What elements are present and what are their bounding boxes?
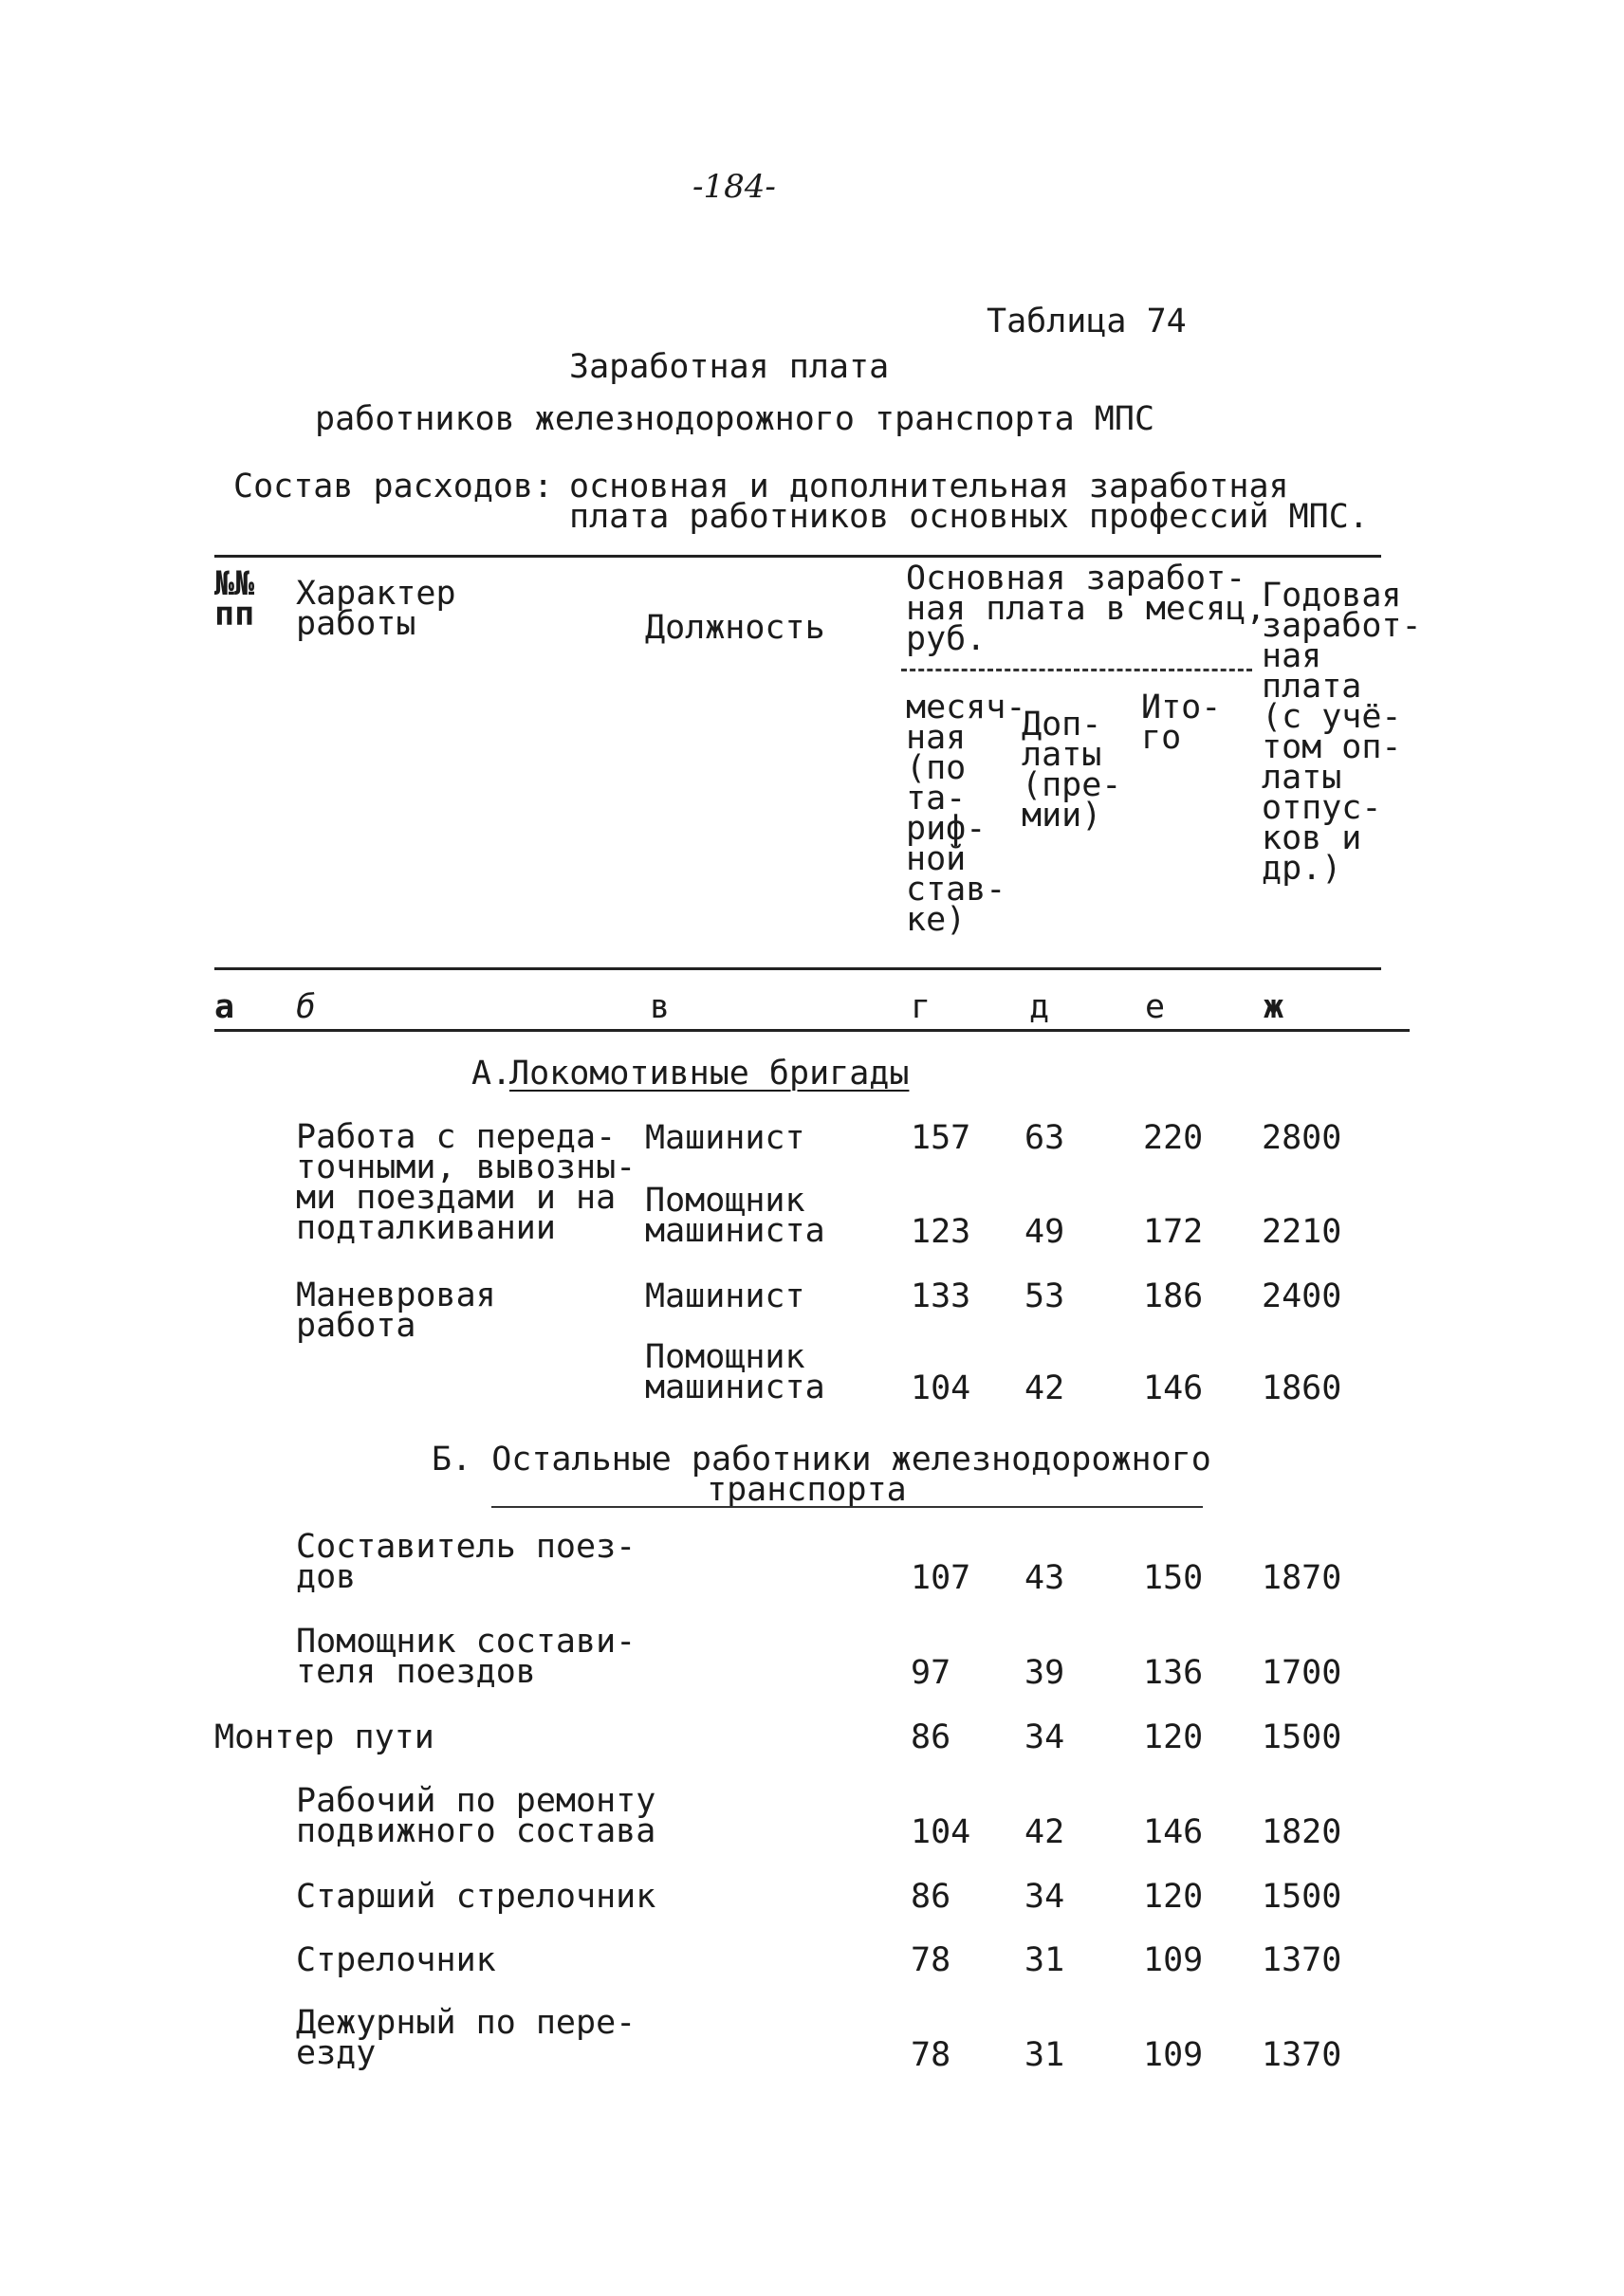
row-b6-monthly: 78 bbox=[911, 1941, 951, 1979]
section-b-title-line1: Б. Остальные работники железнодорожного bbox=[432, 1441, 1211, 1479]
header-sub-rule bbox=[901, 669, 1252, 671]
row-b4-bonus: 42 bbox=[1024, 1813, 1065, 1851]
row-a1-bonus: 63 bbox=[1024, 1119, 1065, 1157]
letter-zh: ж bbox=[1264, 988, 1284, 1026]
section-a-title: Локомотивные бригады bbox=[509, 1055, 910, 1093]
header-position: Должность bbox=[645, 609, 825, 647]
row-b7-annual: 1370 bbox=[1262, 2036, 1342, 2074]
row-b1-monthly: 107 bbox=[911, 1559, 971, 1597]
row-a1-monthly: 157 bbox=[911, 1119, 971, 1157]
row-b3-bonus: 34 bbox=[1024, 1718, 1065, 1756]
row-b2-monthly: 97 bbox=[911, 1654, 951, 1692]
header-monthly: месяч- ная (по та- риф- ной став- ке) bbox=[906, 689, 1026, 939]
header-annual: Годовая заработ- ная плата (с учё- том оп- латы отпус- ков и др.) bbox=[1262, 577, 1422, 888]
row-b5-work: Старший стрелочник bbox=[296, 1878, 656, 1916]
row-a1-work: Работа с переда- точными, вывозны- ми поездами и на подталкивании bbox=[296, 1118, 637, 1247]
row-b3-total: 120 bbox=[1143, 1718, 1204, 1756]
page-number: -184- bbox=[692, 168, 776, 206]
letter-e: е bbox=[1145, 988, 1166, 1026]
row-b1-annual: 1870 bbox=[1262, 1559, 1342, 1597]
row-b5-bonus: 34 bbox=[1024, 1878, 1065, 1916]
row-a1-annual: 2800 bbox=[1262, 1119, 1342, 1157]
row-a4-monthly: 104 bbox=[911, 1369, 971, 1407]
letter-d: д bbox=[1029, 988, 1050, 1026]
row-b3-work: Монтер пути bbox=[214, 1718, 434, 1756]
letter-b: б bbox=[296, 988, 317, 1026]
row-b1-work: Составитель поез- дов bbox=[296, 1528, 637, 1596]
row-b7-work: Дежурный по пере- езду bbox=[296, 2004, 637, 2072]
row-b3-annual: 1500 bbox=[1262, 1718, 1342, 1756]
header-total: Ито- го bbox=[1141, 689, 1222, 757]
row-a4-position: Помощник машиниста bbox=[645, 1338, 825, 1406]
letter-a: а bbox=[214, 988, 235, 1026]
table-title-line2: работников железнодорожного транспорта МПС bbox=[315, 400, 1155, 438]
row-a2-total: 172 bbox=[1143, 1213, 1204, 1251]
row-a1-total: 220 bbox=[1143, 1119, 1204, 1157]
letter-g: г bbox=[911, 988, 932, 1026]
header-top-rule bbox=[214, 555, 1381, 558]
row-b2-annual: 1700 bbox=[1262, 1654, 1342, 1692]
row-a3-monthly: 133 bbox=[911, 1277, 971, 1315]
row-b2-total: 136 bbox=[1143, 1654, 1204, 1692]
row-a4-total: 146 bbox=[1143, 1369, 1204, 1407]
row-b2-work: Помощник состави- теля поездов bbox=[296, 1623, 637, 1691]
section-b-underline bbox=[491, 1506, 1203, 1508]
row-b1-bonus: 43 bbox=[1024, 1559, 1065, 1597]
row-b6-total: 109 bbox=[1143, 1941, 1204, 1979]
row-a2-annual: 2210 bbox=[1262, 1213, 1342, 1251]
row-a1-position: Машинист bbox=[645, 1119, 805, 1157]
row-b5-monthly: 86 bbox=[911, 1878, 951, 1916]
row-a2-position: Помощник машиниста bbox=[645, 1182, 825, 1250]
row-b6-work: Стрелочник bbox=[296, 1941, 496, 1979]
letters-rule bbox=[214, 1029, 1410, 1032]
composition-line1: основная и дополнительная заработная bbox=[569, 468, 1289, 505]
row-b4-total: 146 bbox=[1143, 1813, 1204, 1851]
row-a2-bonus: 49 bbox=[1024, 1213, 1065, 1251]
row-a3-annual: 2400 bbox=[1262, 1277, 1342, 1315]
table-label: Таблица 74 bbox=[987, 303, 1187, 340]
header-character: Характер работы bbox=[296, 575, 456, 643]
row-b2-bonus: 39 bbox=[1024, 1654, 1065, 1692]
row-a4-annual: 1860 bbox=[1262, 1369, 1342, 1407]
row-b6-annual: 1370 bbox=[1262, 1941, 1342, 1979]
row-b7-monthly: 78 bbox=[911, 2036, 951, 2074]
row-b7-bonus: 31 bbox=[1024, 2036, 1065, 2074]
composition-line2: плата работников основных профессий МПС. bbox=[569, 498, 1369, 536]
section-b-title-line2: транспорта bbox=[707, 1471, 907, 1509]
row-b4-monthly: 104 bbox=[911, 1813, 971, 1851]
row-b5-total: 120 bbox=[1143, 1878, 1204, 1916]
row-a3-position: Машинист bbox=[645, 1277, 805, 1315]
row-b1-total: 150 bbox=[1143, 1559, 1204, 1597]
row-a3-total: 186 bbox=[1143, 1277, 1204, 1315]
header-num: №№ пп bbox=[214, 565, 255, 634]
row-a4-bonus: 42 bbox=[1024, 1369, 1065, 1407]
row-a3-bonus: 53 bbox=[1024, 1277, 1065, 1315]
row-a3-work: Маневровая работа bbox=[296, 1277, 496, 1345]
header-bottom-rule bbox=[214, 967, 1381, 970]
row-b4-work: Рабочий по ремонту подвижного состава bbox=[296, 1782, 656, 1850]
row-b4-annual: 1820 bbox=[1262, 1813, 1342, 1851]
row-b3-monthly: 86 bbox=[911, 1718, 951, 1756]
row-b6-bonus: 31 bbox=[1024, 1941, 1065, 1979]
header-base-pay: Основная заработ- ная плата в месяц, руб. bbox=[906, 560, 1266, 658]
row-a2-monthly: 123 bbox=[911, 1213, 971, 1251]
row-b5-annual: 1500 bbox=[1262, 1878, 1342, 1916]
composition-label: Состав расходов: bbox=[233, 468, 554, 505]
row-b7-total: 109 bbox=[1143, 2036, 1204, 2074]
letter-v: в bbox=[650, 988, 671, 1026]
table-title-line1: Заработная плата bbox=[569, 348, 890, 386]
header-bonuses: Доп- латы (пре- мии) bbox=[1022, 706, 1122, 835]
section-a-prefix: А. bbox=[471, 1055, 512, 1093]
